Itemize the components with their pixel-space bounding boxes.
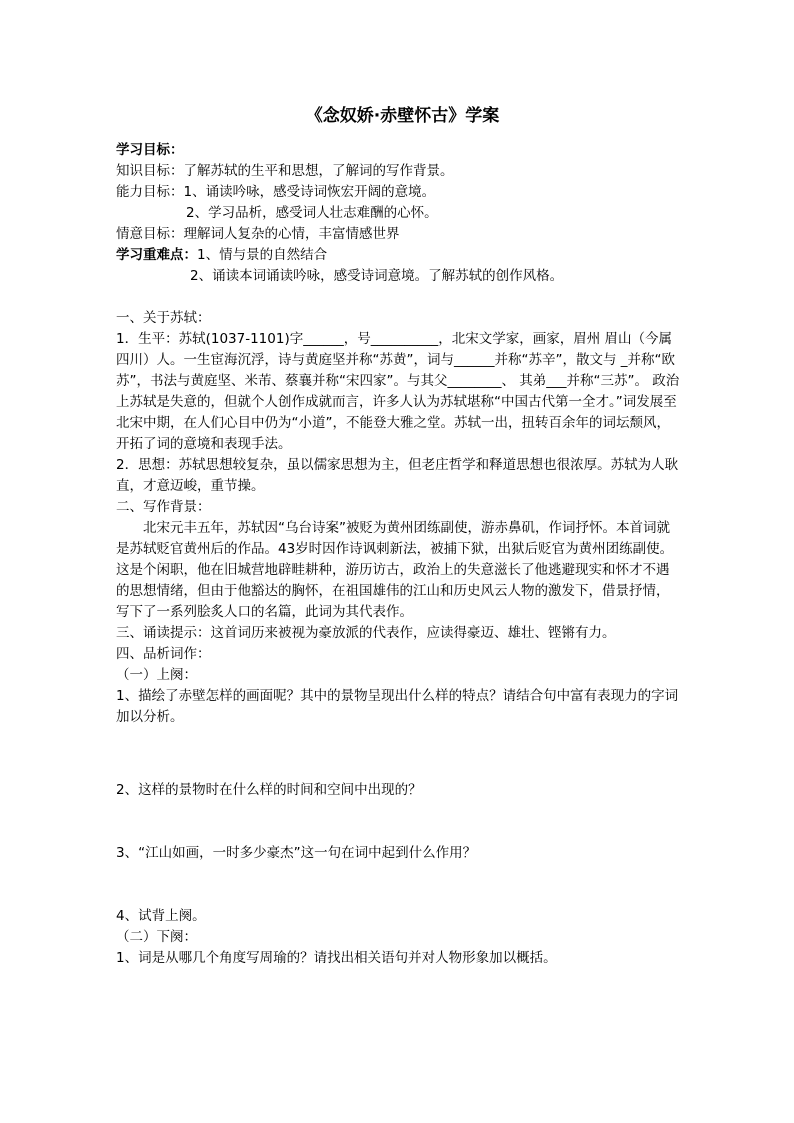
worksheet-page	[116, 104, 681, 969]
question-5: 1、词是从哪几个角度写周瑜的？请找出相关语句并对人物形象加以概括。	[116, 950, 557, 966]
part-2-heading: （二）下阕：	[116, 929, 197, 945]
ability-goal-1: 能力目标：1、诵读吟咏，感受诗词恢宏开阔的意境。	[116, 184, 436, 200]
life-paragraph: 1．生平：苏轼(1037-1101)字______，号__________，北宋文学家，画家，眉州 眉山（今属四川）人。一生宦海沉浮，诗与黄庭坚并称“苏黄”，词与______并称“苏辛”，散文与 _并称“欧苏”，书法与黄庭坚、米芾、蔡襄并称“宋四家”。与其父________、 其弟___并称“三苏”。 政治上苏轼是失意的，但就个人创作成就而言，许多人认为苏轼堪称“中国古代第一全才。”词发展至北宋中期，在人们心目中仍为“小道”，不能登大雅之堂。苏轼一出，扭转百余年的词坛颓风，开拓了词的意境和表现手法。	[116, 331, 680, 452]
answer-space-2[interactable]	[116, 801, 681, 843]
thought-paragraph: 2．思想：苏轼思想较复杂，虽以儒家思想为主，但老庄哲学和释道思想也很浓厚。苏轼为人耿直，才意迈峻，重节操。	[116, 457, 679, 494]
reading-tips: 三、诵读提示：这首词历来被视为豪放派的代表作，应读得豪迈、雄壮、铿锵有力。	[116, 625, 616, 641]
key-points-row	[116, 245, 681, 266]
section-4-heading: 四、品析词作：	[116, 646, 211, 662]
emotion-goal: 情意目标：理解词人复杂的心情，丰富情感世界	[116, 226, 400, 242]
knowledge-goal: 知识目标：了解苏轼的生平和思想，了解词的写作背景。	[116, 163, 454, 179]
page-title: 《念奴娇·赤壁怀古》学案	[305, 106, 500, 126]
ability-goal-2: 2、学习品析，感受词人壮志难酬的心怀。	[186, 205, 438, 221]
answer-space-1[interactable]	[116, 728, 681, 780]
question-2: 2、这样的景物时在什么样的时间和空间中出现的？	[116, 782, 422, 798]
question-3: 3、“江山如画，一时多少豪杰”这一句在词中起到什么作用？	[116, 845, 477, 861]
key-points-heading: 学习重难点：	[116, 247, 197, 263]
question-4: 4、试背上阕。	[116, 908, 206, 924]
section-2-heading: 二、写作背景：	[116, 499, 211, 515]
question-1: 1、描绘了赤壁怎样的画面呢？其中的景物呈现出什么样的特点？请结合句中富有表现力的字词加以分析。	[116, 688, 679, 725]
key-point-2: 2、诵读本词诵读吟咏，感受诗词意境。了解苏轼的创作风格。	[190, 268, 564, 284]
answer-space-3[interactable]	[116, 864, 681, 906]
spacer	[116, 287, 681, 308]
goals-heading: 学习目标：	[116, 142, 184, 158]
background-paragraph: 北宋元丰五年，苏轼因“乌台诗案”被贬为黄州团练副使，游赤鼻矶，作词抒怀。本首词就是苏轼贬官黄州后的作品。43岁时因作诗讽刺新法，被捕下狱，出狱后贬官为黄州团练副使。这是个闲职，他在旧城营地辟畦耕种，游历访古，政治上的失意滋长了他逃避现实和怀才不遇的思想情绪，但由于他豁达的胸怀，在祖国雄伟的江山和历史风云人物的激发下，借景抒情，写下了一系列脍炙人口的名篇，此词为其代表作。	[116, 520, 674, 620]
key-point-1: 1、情与景的自然结合	[197, 247, 328, 263]
part-1-heading: （一）上阕：	[116, 667, 197, 683]
section-1-heading: 一、关于苏轼：	[116, 310, 211, 326]
